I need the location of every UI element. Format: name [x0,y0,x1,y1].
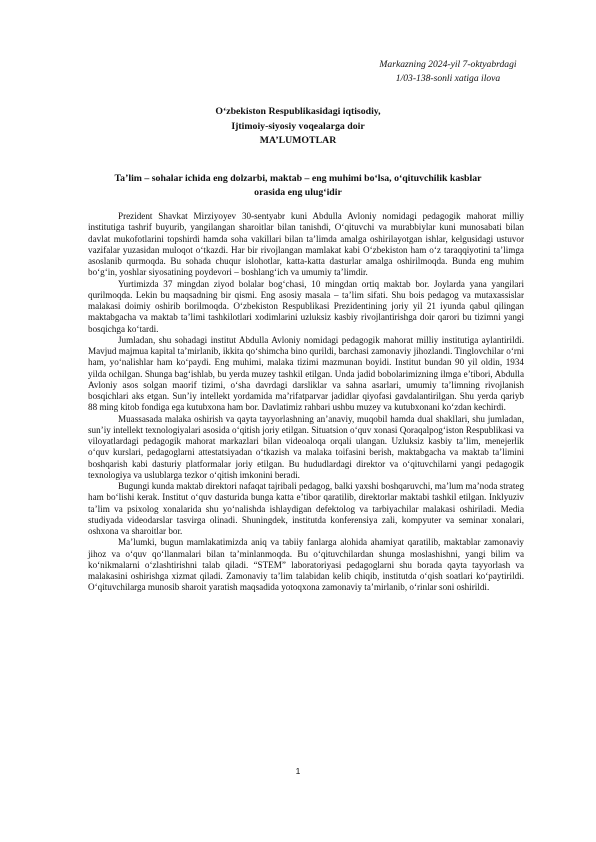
annex-line-2: 1/03-138-sonli xatiga ilova [395,73,501,84]
document-body [88,211,524,594]
paragraph: Yurtimizda 37 mingdan ziyod bolalar bog‘chasi, 10 mingdan ortiq maktab bor. Joylarda yana yangilari qurilmoqda. Lekin bu maqsadning bir qismi. Eng asosiy masala – ta’lim sifati. Shu bois pedagog va mutaxassislar malakasi doimiy oshirib borilmoqda. O‘zbekiston Respublikasi Prezidentining joriy yil 21 iyunda qabul qilingan maktabgacha va maktab ta’limi tashkilotlari xodimlarini uzluksiz kasbiy rivojlantirishga doir qarori bu tizimni yangi bosqichga ko‘tardi. [88,278,524,334]
page-number: 1 [295,766,301,776]
heading-line-3: MA’LUMOTLAR [259,135,337,146]
document-subtitle [85,172,511,200]
annex-note [348,58,548,86]
paragraph: Muassasada malaka oshirish va qayta tayyorlashning an’anaviy, muqobil hamda dual shakllari, shu jumladan, sun’iy intellekt texnologiyalari asosida o‘qitish joriy etilgan. Situatsion o‘quv xonasi Qoraqalpog‘iston Respublikasi va viloyatlardagi pedagogik mahorat markazlari bilan videoaloqa orqali ulangan. Uzluksiz kasbiy ta’lim, menejerlik o‘quv kurslari, pedagoglarni attestatsiyadan o‘tkazish va malaka toifasini berish, maktabgacha va maktab ta’limini boshqarish kabi dasturiy platformalar joriy etilgan. Bu hududlardagi direktor va o‘qituvchilarni yangi pedagogik texnologiya va uslublarga tezkor o‘qitish imkonini beradi. [88,413,524,480]
heading-line-1: O‘zbekiston Respublikasidagi iqtisodiy, [215,106,381,117]
paragraph: Prezident Shavkat Mirziyoyev 30-sentyabr kuni Abdulla Avloniy nomidagi pedagogik mahorat milliy institutiga tashrif buyurib, yangilangan sharoitlar bilan tanishdi, O‘qituvchi va murabbiylar kuni munosabati bilan davlat mukofotlarini topshirdi hamda soha vakillari bilan ta’limda amalga oshirilayotgan ishlar, kelgusidagi ustuvor vazifalar yuzasidan muloqot o‘tkazdi. Har bir rivojlangan mamlakat kabi O‘zbekiston ham o‘z taraqqiyotini ta’limga asoslanib qurmoqda. Bu sohada chuqur islohotlar, katta-katta dasturlar amalga oshirilmoqda. Bunda eng muhim bo‘g‘in, yoshlar siyosatining poydevori – boshlang‘ich va umumiy ta’limdir. [88,211,524,278]
paragraph: Ma’lumki, bugun mamlakatimizda aniq va tabiiy fanlarga alohida ahamiyat qaratilib, maktablar zamonaviy jihoz va o‘quv qo‘llanmalari bilan ta’minlanmoqda. Bu o‘qituvchilardan shunga moslashishni, yangi bilim va ko‘nikmalarni o‘zlashtirishni talab qiladi. “STEM” laboratoriyasi pedagoglarni shu borada qayta tayyorlash va malakasini oshirishga xizmat qiladi. Zamonaviy ta’lim talabidan kelib chiqib, institutda o‘qish soatlari ko‘paytirildi. O‘qituvchilarga munosib sharoit yaratish maqsadida yotoqxona zamonaviy ta’mirlanib, o‘rinlar soni oshirildi. [88,537,524,593]
subtitle-line-1: Ta’lim – sohalar ichida eng dolzarbi, maktab – eng muhimi bo‘lsa, o‘qituvchilik kasblar [114,173,482,184]
subtitle-line-2: orasida eng ulug‘idir [254,187,342,198]
heading-line-2: Ijtimoiy-siyosiy voqealarga doir [231,120,365,132]
annex-line-1: Markazning 2024-yil 7-oktyabrdagi [379,59,517,70]
paragraph: Jumladan, shu sohadagi institut Abdulla Avloniy nomidagi pedagogik mahorat milliy institutiga aylantirildi. Mavjud majmua kapital ta’mirlanib, ikkita qo‘shimcha bino qurildi, barchasi zamonaviy jihozlandi. Tinglovchilar o‘rni ham, yo‘nalishlar ham ko‘paydi. Eng muhimi, malaka tizimi mazmunan boyidi. Institut bundan 90 yil oldin, 1934 yilda ochilgan. Shunga bag‘ishlab, bu yerda muzey tashkil etilgan. Unda jadid bobolarimizning ilmga e’tibori, Abdulla Avloniy asos solgan maorif tizimi, o‘sha davrdagi darsliklar va sahna asarlari, umumiy ta’limning rivojlanish bosqichlari aks etgan. Sun’iy intellekt yordamida ma’rifatparvar jadidlar qiyofasi gavdalantirilgan. Shu yerda qariyb 88 ming kitob fondiga ega kutubxona ham bor. Davlatimiz rahbari ushbu muzey va kutubxonani ko‘zdan kechirdi. [88,334,524,413]
document-heading [60,105,536,149]
paragraph: Bugungi kunda maktab direktori nafaqat tajribali pedagog, balki yaxshi boshqaruvchi, ma’lum ma’noda strateg ham bo‘lishi kerak. Institut o‘quv dasturida bunga katta e’tibor qaratilib, direktorlar maktabi tashkil etilgan. Inklyuziv ta’lim va psixolog xonalarida shu yo‘nalishda ishlaydigan defektolog va tarbiyachilar malakasi oshiriladi. Media studiyada videodarslar tasvirga olinadi. Shuningdek, institutda konferensiya zali, kompyuter va seminar xonalari, oshxona va sharoitlar bor. [88,481,524,536]
